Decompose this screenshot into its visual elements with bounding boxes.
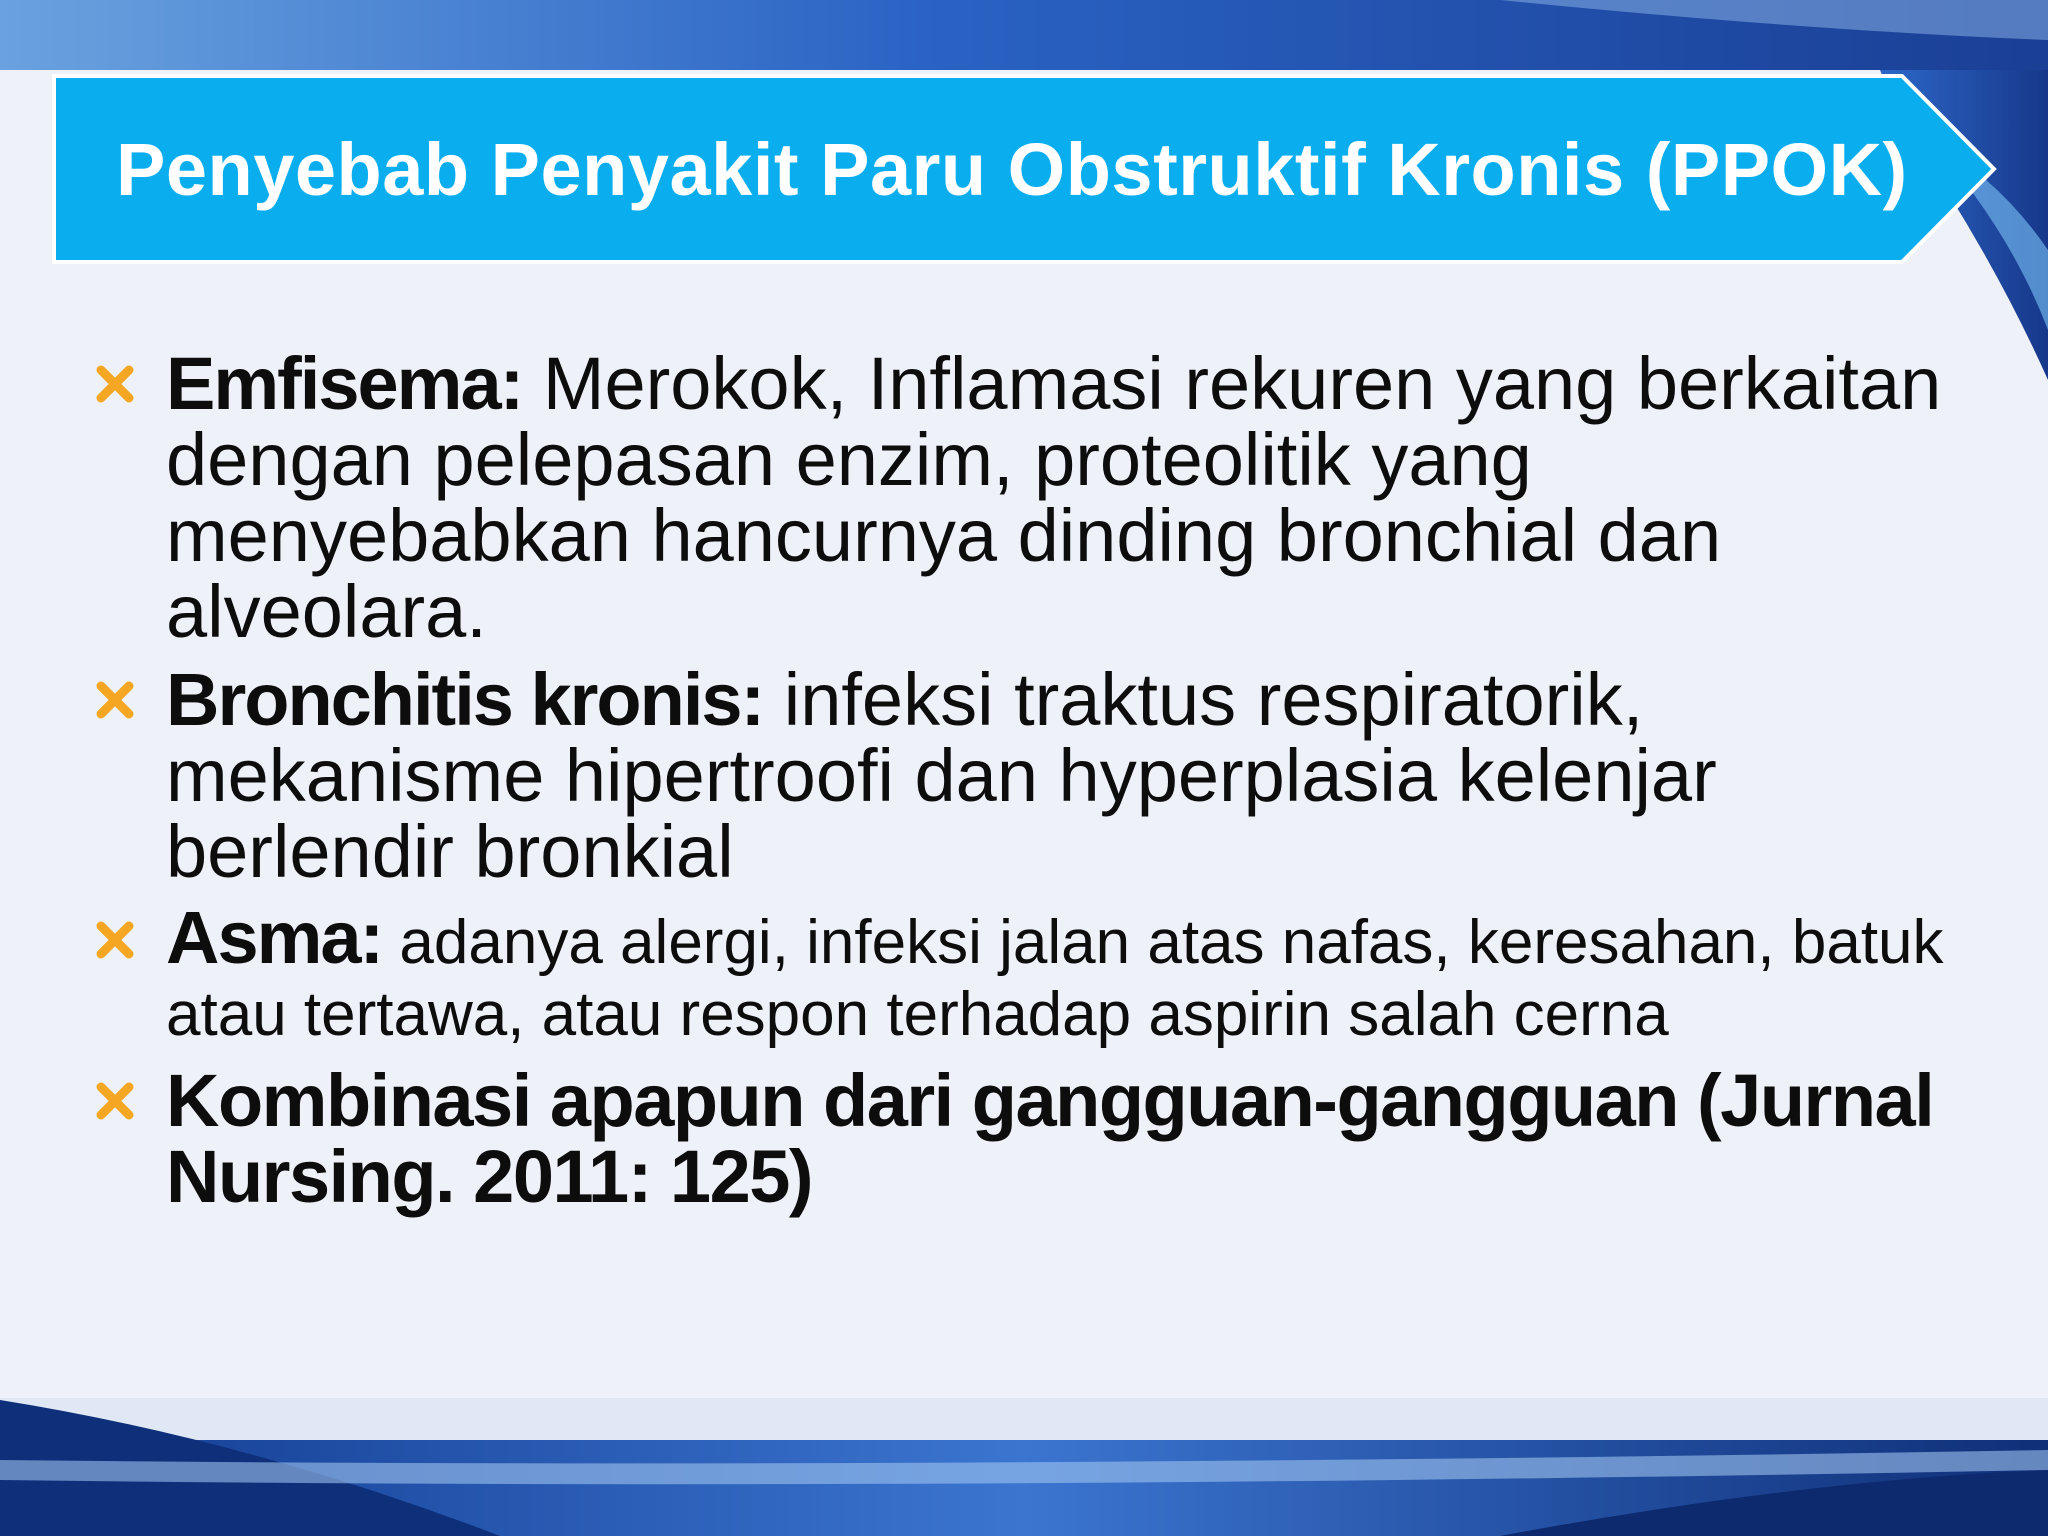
bullet-term: Emfisema: xyxy=(166,342,523,425)
bullet-term: Bronchitis kronis: xyxy=(166,658,764,741)
slide-title: Penyebab Penyakit Paru Obstruktif Kronis (PPOK) xyxy=(116,127,1908,211)
title-banner xyxy=(52,74,1998,264)
bullet-item-emfisema xyxy=(0,342,2000,653)
cross-mark-icon xyxy=(92,910,138,970)
bullet-text: Merokok, Inflamasi rekuren yang berkaitan dengan pelepasan enzim, proteolitik yang menyebabkan hancurnya dinding bronchial dan alveolara. xyxy=(166,342,1942,653)
cross-mark-icon xyxy=(92,1071,138,1131)
bullet-text: adanya alergi, infeksi jalan atas nafas, keresahan, batuk atau tertawa, atau respon terhadap aspirin salah cerna xyxy=(166,908,1944,1049)
bullet-text: infeksi traktus respiratorik, mekanisme hipertroofi dan hyperplasia kelenjar berlendir bronkial xyxy=(166,658,1717,893)
bullet-list xyxy=(0,342,2000,1227)
bullet-item-kombinasi xyxy=(0,1059,2000,1218)
bullet-term: Asma: xyxy=(166,896,383,979)
cross-mark-icon xyxy=(92,670,138,730)
cross-mark-icon xyxy=(92,354,138,414)
bullet-item-asma xyxy=(0,896,2000,1051)
bullet-text: Kombinasi apapun dari gangguan-gangguan (Jurnal Nursing. 2011: 125) xyxy=(166,1059,1934,1218)
bullet-item-bronchitis xyxy=(0,658,2000,893)
